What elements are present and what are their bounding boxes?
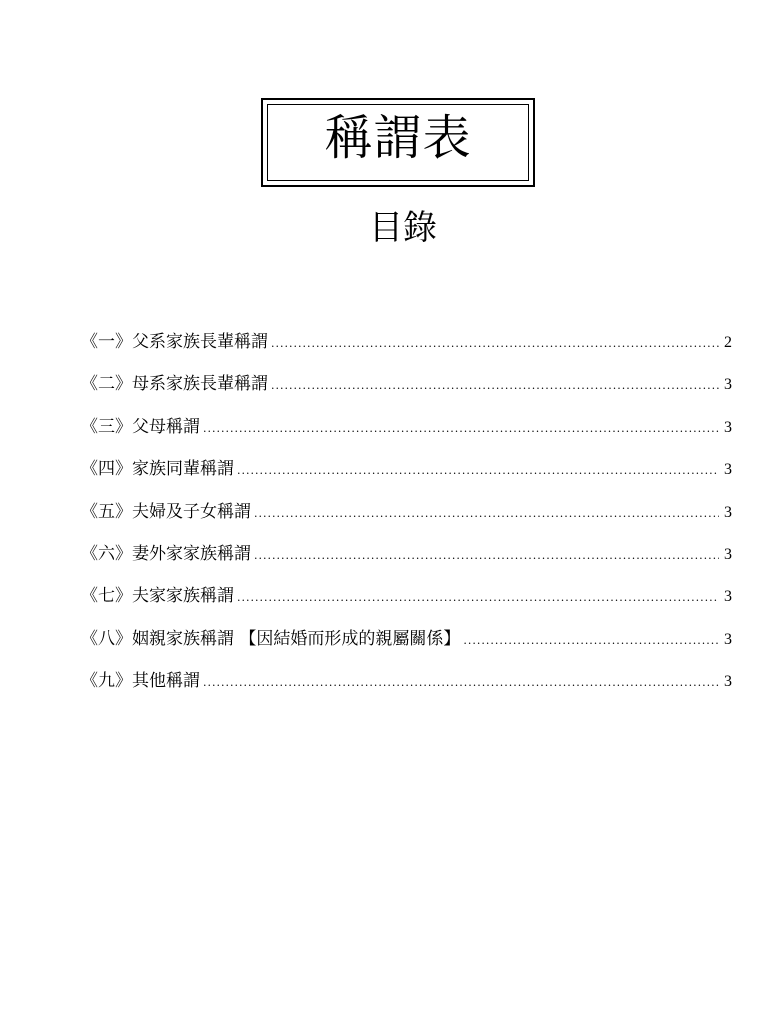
toc-entry-label: 《三》父母稱謂 bbox=[81, 416, 200, 437]
toc-page-number: 3 bbox=[724, 418, 732, 436]
toc-entry[interactable] bbox=[81, 667, 732, 709]
toc-entry[interactable] bbox=[81, 455, 732, 497]
toc-page-number: 3 bbox=[724, 588, 732, 606]
toc-entry[interactable] bbox=[81, 413, 732, 455]
toc-page-number: 3 bbox=[724, 630, 732, 648]
toc-entry-label: 《七》夫家家族稱謂 bbox=[81, 586, 234, 607]
toc-entry[interactable] bbox=[81, 328, 732, 370]
toc-entry-label: 《八》姻親家族稱謂 【因結婚而形成的親屬關係】 bbox=[81, 628, 461, 649]
toc-page-number: 3 bbox=[724, 545, 732, 563]
toc-entry-label: 《六》妻外家家族稱謂 bbox=[81, 543, 251, 564]
toc-page-number: 3 bbox=[724, 376, 732, 394]
toc-entry-label: 《四》家族同輩稱謂 bbox=[81, 459, 234, 480]
toc-dot-leader bbox=[271, 330, 719, 358]
toc-dot-leader bbox=[203, 669, 719, 697]
toc-entry[interactable] bbox=[81, 370, 732, 412]
toc-entry[interactable] bbox=[81, 582, 732, 624]
toc-entry-label: 《五》夫婦及子女稱謂 bbox=[81, 501, 251, 522]
toc-page-number: 3 bbox=[724, 461, 732, 479]
toc-dot-leader bbox=[237, 457, 719, 485]
document-title: 稱謂表 bbox=[324, 110, 472, 166]
toc-entry-label: 《二》母系家族長輩稱謂 bbox=[81, 374, 268, 395]
toc-page-number: 2 bbox=[724, 334, 732, 351]
toc-page-number: 3 bbox=[724, 673, 732, 691]
table-of-contents bbox=[81, 328, 732, 710]
toc-dot-leader bbox=[254, 542, 719, 570]
toc-dot-leader bbox=[271, 372, 719, 400]
toc-entry-label: 《九》其他稱謂 bbox=[81, 671, 200, 692]
toc-entry-label: 《一》父系家族長輩稱謂 bbox=[81, 332, 268, 352]
toc-entry[interactable] bbox=[81, 625, 732, 667]
toc-entry[interactable] bbox=[81, 540, 732, 582]
title-box bbox=[261, 98, 535, 187]
toc-dot-leader bbox=[254, 500, 719, 528]
toc-dot-leader bbox=[463, 627, 719, 655]
toc-page-number: 3 bbox=[724, 503, 732, 521]
toc-entry[interactable] bbox=[81, 498, 732, 540]
toc-dot-leader bbox=[203, 415, 719, 443]
toc-dot-leader bbox=[237, 584, 719, 612]
toc-heading: 目錄 bbox=[369, 208, 437, 248]
